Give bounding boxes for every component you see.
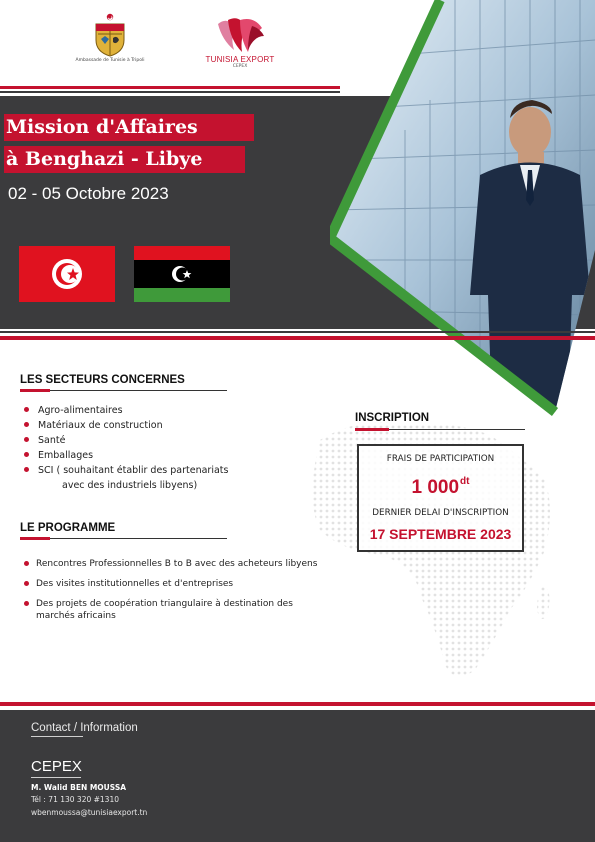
contact-name: M. Walid BEN MOUSSA (31, 783, 127, 792)
deadline-date: 17 SEPTEMBRE 2023 (369, 526, 512, 542)
sectors-heading: LES SECTEURS CONCERNES (20, 374, 185, 386)
bullet-icon (24, 452, 29, 457)
programme-list (24, 558, 324, 630)
inscription-heading: INSCRIPTION (355, 412, 430, 424)
contact-phone: Tél : 71 130 320 #1310 (31, 795, 119, 804)
businessman-photo (330, 0, 595, 420)
fee-unit: dt (460, 476, 470, 487)
hero-bottom-dark-rule (0, 331, 595, 333)
bullet-icon (24, 407, 29, 412)
bullet-icon (24, 581, 29, 586)
list-item: Matériaux de construction (24, 418, 324, 433)
bullet-icon (24, 422, 29, 427)
sectors-underline (20, 390, 227, 391)
inscription-accent (355, 428, 389, 431)
footer-red-rule (0, 702, 595, 706)
list-item: Des projets de coopération triangulaire à destination des marchés africains (24, 598, 324, 622)
deadline-label: DERNIER DELAI D'INSCRIPTION (372, 508, 509, 518)
list-item: Rencontres Professionnelles B to B avec des acheteurs libyens (24, 558, 324, 570)
contact-underline (31, 736, 83, 737)
footer-org: CEPEX (31, 758, 82, 775)
title-line-2: à Benghazi - Libye (4, 146, 245, 173)
list-item-continuation: avec des industriels libyens) (62, 480, 198, 491)
inscription-box (357, 444, 524, 552)
list-item: Santé (24, 433, 324, 448)
list-item: SCI ( souhaitant établir des partenariats avec des industriels libyens) (24, 463, 324, 493)
programme-underline (20, 538, 227, 539)
cepex-sub: CEPEX (232, 64, 248, 69)
bullet-icon (24, 467, 29, 472)
bullet-icon (24, 601, 29, 606)
list-item: Emballages (24, 448, 324, 463)
contact-email[interactable]: wbenmoussa@tunisiaexport.tn (31, 808, 148, 817)
top-red-rule (0, 86, 340, 89)
org-underline (31, 777, 81, 778)
libya-flag-icon (134, 246, 230, 302)
programme-heading: LE PROGRAMME (20, 522, 116, 534)
contact-heading: Contact / Information (31, 722, 138, 734)
fee-amount: 1 $000^{dt}$ (411, 476, 470, 498)
coat-of-arms-icon (92, 12, 128, 58)
tunisia-export-name: TUNISIA EXPORT (205, 55, 275, 64)
sectors-accent (20, 389, 50, 392)
list-item: Des visites institutionnelles et d'entreprises (24, 578, 324, 590)
list-item: Agro-alimentaires (24, 403, 324, 418)
title-line-1: Mission d'Affaires (4, 114, 254, 141)
bullet-icon (24, 561, 29, 566)
tunisia-export-logo-icon (214, 14, 266, 54)
programme-accent (20, 537, 50, 540)
top-dark-rule (0, 91, 340, 93)
mission-dates: 02 - 05 Octobre 2023 (8, 184, 169, 203)
hero-bottom-red-rule (0, 336, 595, 340)
fee-label: FRAIS DE PARTICIPATION (386, 454, 495, 464)
tunisia-flag-icon (19, 246, 115, 302)
bullet-icon (24, 437, 29, 442)
embassy-caption: Ambassade de Tunisie à Tripoli (75, 58, 145, 63)
sectors-list (24, 403, 324, 493)
